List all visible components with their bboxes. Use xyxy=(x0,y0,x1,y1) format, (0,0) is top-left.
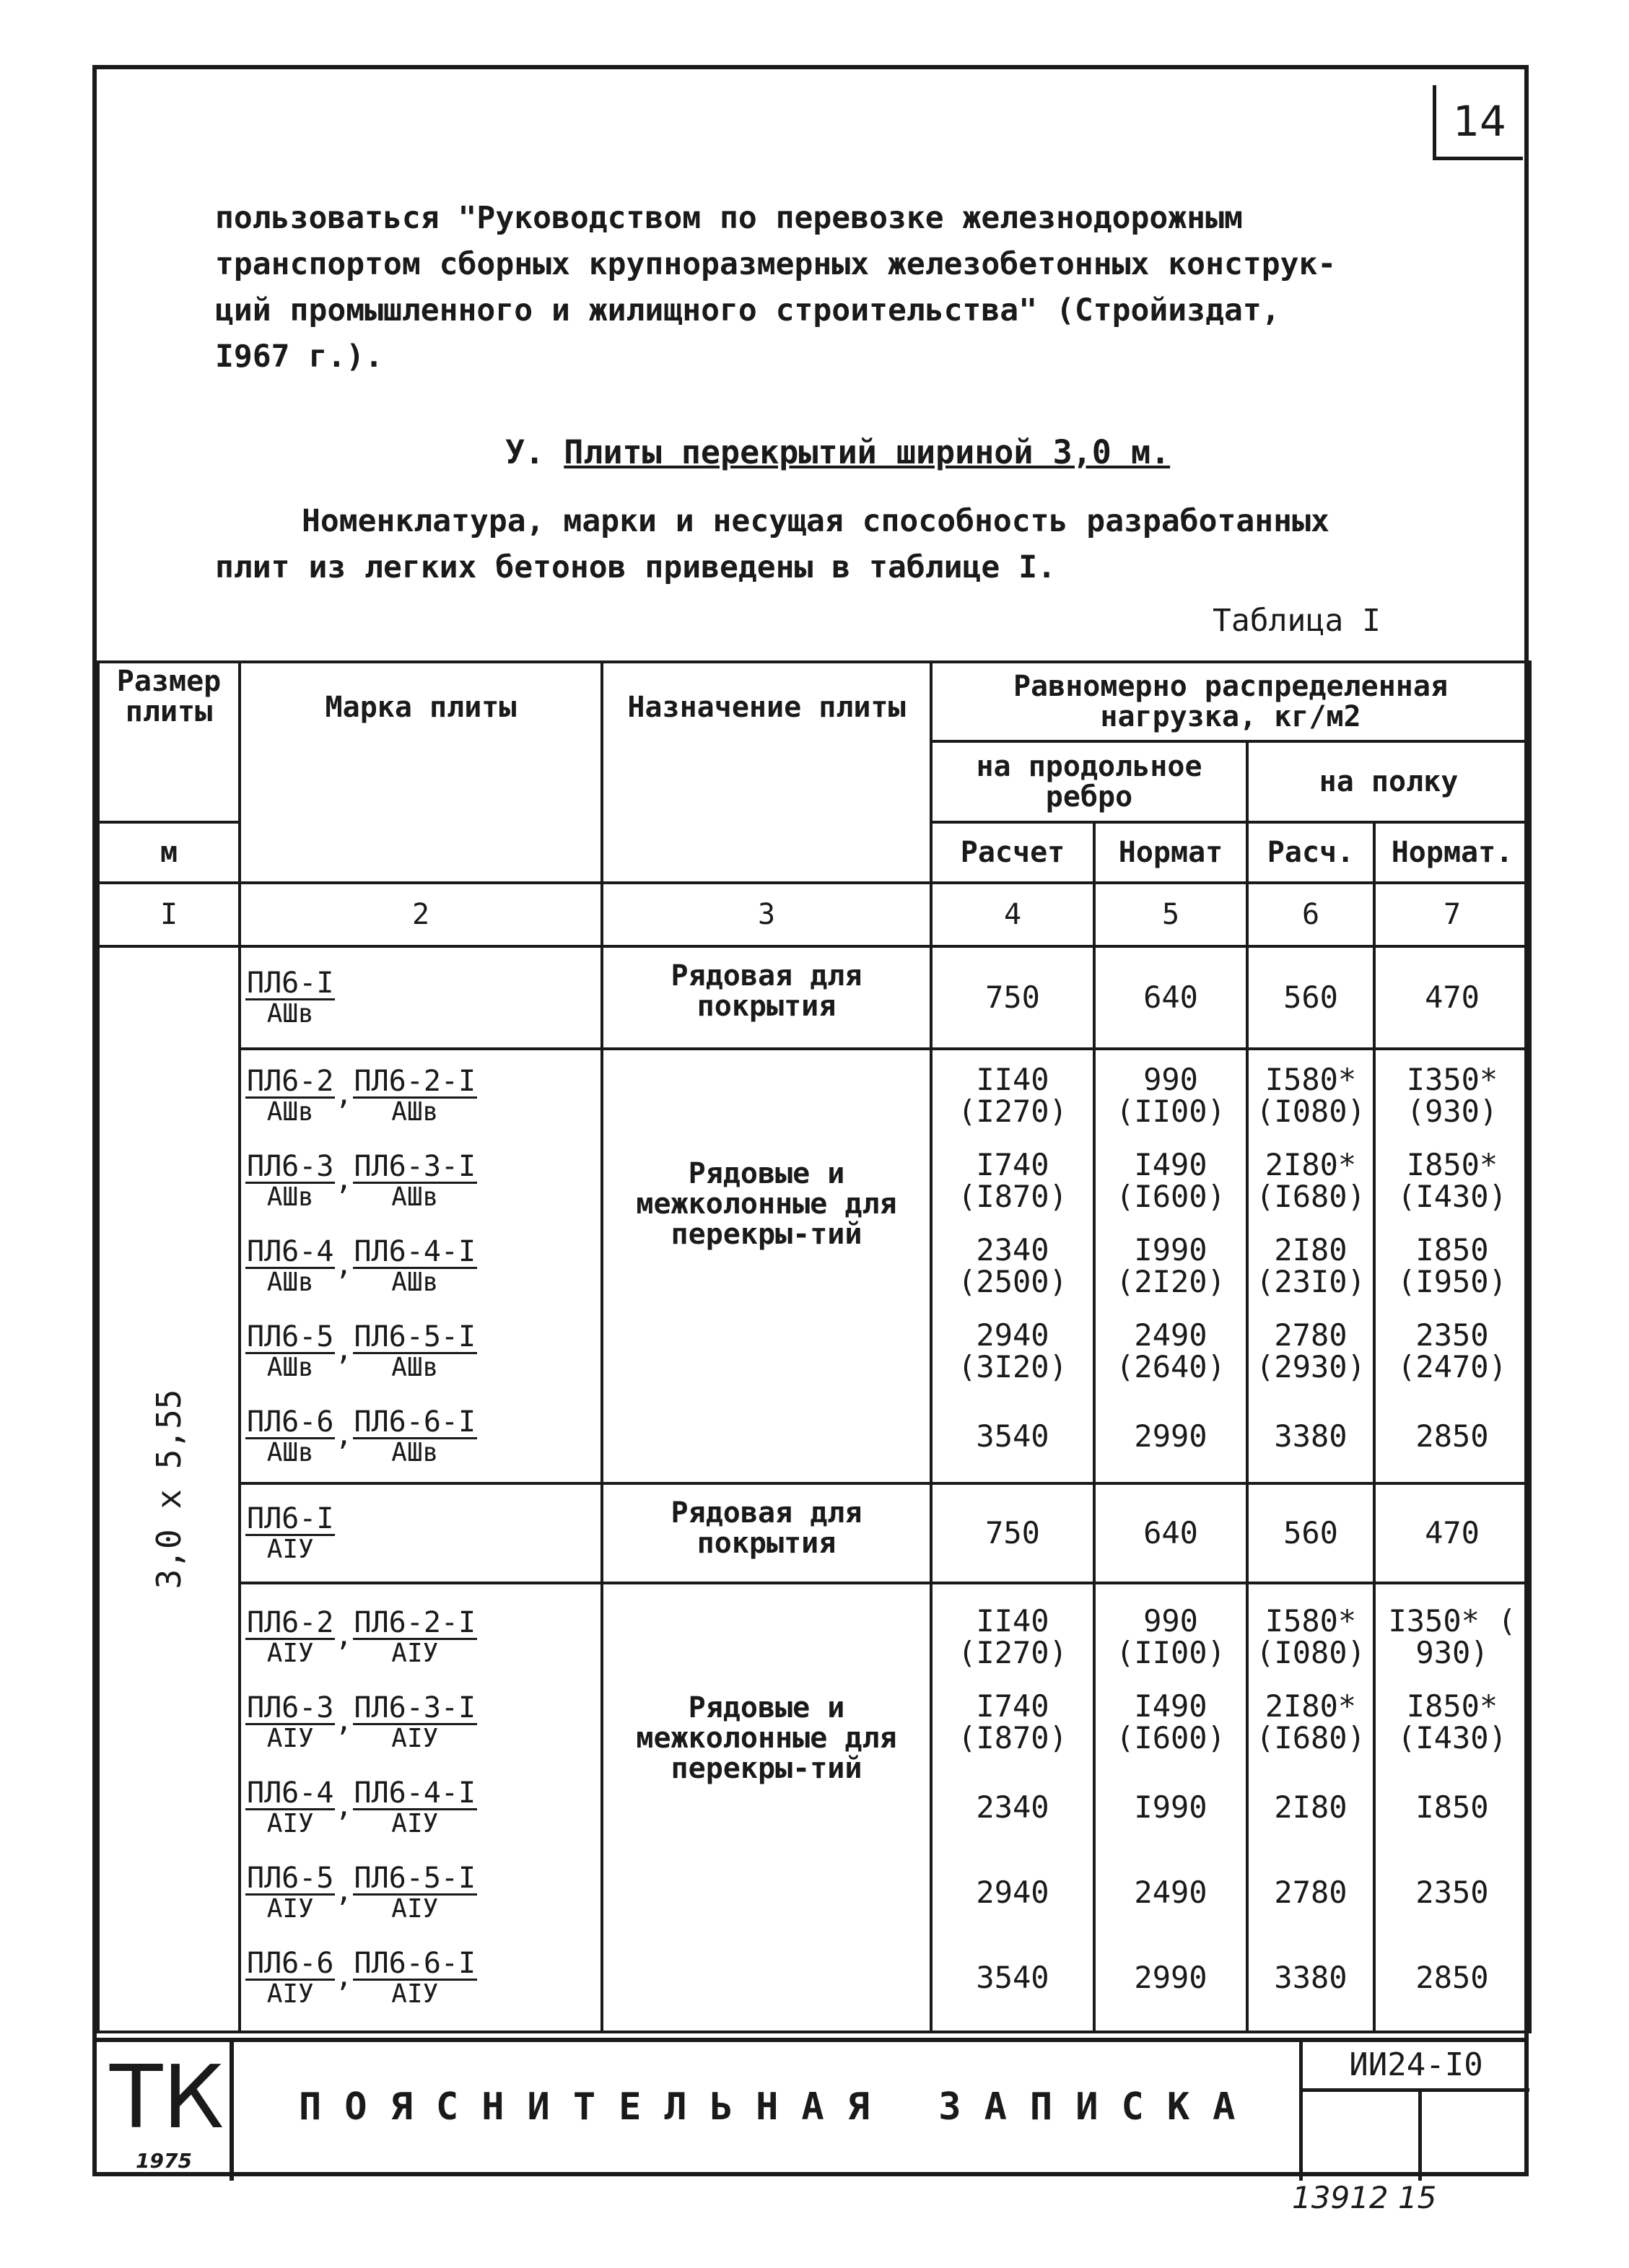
value-cell: I850 xyxy=(1415,1789,1489,1825)
size-cell xyxy=(98,946,240,2032)
mark-steel: AIУ xyxy=(391,1638,439,1668)
value-cell: 2940 xyxy=(976,1874,1049,1910)
value-cell: II40 (I270) xyxy=(958,1602,1067,1670)
mark-name: ПЛ6-I xyxy=(247,966,334,1000)
mark-name: ПЛ6-2 xyxy=(247,1605,334,1639)
col-num: 7 xyxy=(1374,883,1530,946)
org-stamp xyxy=(97,2042,234,2181)
mark-steel: АШв xyxy=(266,1267,314,1297)
mark-name: ПЛ6-4 xyxy=(247,1776,334,1810)
col-num: 2 xyxy=(240,883,602,946)
value-cell: II40 (I270) xyxy=(958,1061,1067,1129)
value-column xyxy=(931,1583,1094,2032)
value-cell: I850* (I430) xyxy=(1397,1688,1507,1755)
col-num: 4 xyxy=(931,883,1094,946)
page-number: 14 xyxy=(1433,85,1523,160)
purpose-cell: Рядовые и межколонные для перекры-тий xyxy=(602,1049,931,1483)
org-mark: ТК xyxy=(110,2048,224,2148)
intro-line: I967 г.). xyxy=(215,339,383,375)
table-row xyxy=(98,946,1530,1049)
value-cell: I990 xyxy=(1134,1789,1207,1825)
value-cell: 2780 xyxy=(1274,1874,1348,1910)
value-cell: 2I80* (I680) xyxy=(1256,1688,1366,1755)
body-paragraph xyxy=(215,498,1485,590)
value-cell: 3380 xyxy=(1274,1959,1348,1995)
section-title: Плиты перекрытий шириной 3,0 м. xyxy=(564,433,1171,471)
value-cell: 640 xyxy=(1094,946,1247,1049)
mark-steel: AIУ xyxy=(266,1638,314,1668)
handwritten-number: 13912 15 xyxy=(1292,2180,1437,2215)
value-cell: I740 (I870) xyxy=(958,1688,1067,1755)
para-line: Номенклатура, марки и несущая способность разработанных xyxy=(302,503,1329,539)
header-norm: Нормат xyxy=(1094,822,1247,883)
mark-steel: AIУ xyxy=(391,1979,439,2009)
value-cell: 2340 xyxy=(976,1789,1049,1825)
table-caption: Таблица I xyxy=(1213,603,1381,639)
mark-name-alt: ПЛ6-4-I xyxy=(354,1776,476,1810)
mark-steel: АШв xyxy=(266,998,314,1029)
mark-cell xyxy=(240,1483,602,1583)
mark-steel: AIУ xyxy=(266,1808,314,1839)
header-load: Равномерно распределенная нагрузка, кг/м2 xyxy=(931,662,1530,741)
col-num: I xyxy=(98,883,240,946)
section-heading xyxy=(505,433,1170,471)
mark-steel: AIУ xyxy=(266,1893,314,1924)
table-row xyxy=(98,1583,1530,2032)
title-block xyxy=(97,2038,1526,2181)
table-row xyxy=(98,1483,1530,1583)
specs-table xyxy=(97,660,1532,2033)
header-calc: Расчет xyxy=(931,822,1094,883)
value-column xyxy=(1374,1049,1530,1483)
mark-name-alt: ПЛ6-5-I xyxy=(354,1861,476,1895)
para-line: плит из легких бетонов приведены в таблице I. xyxy=(215,549,1056,585)
stamp-year: 1975 xyxy=(136,2149,192,2173)
intro-line: ций промышленного и жилищного строительства" (Стройиздат, xyxy=(215,292,1280,328)
mark-name: ПЛ6-5 xyxy=(247,1320,334,1353)
table-row xyxy=(98,1049,1530,1483)
mark-cell xyxy=(240,946,602,1049)
value-cell: 2340 (2500) xyxy=(958,1231,1067,1299)
mark-steel: AIУ xyxy=(266,1723,314,1753)
value-cell: I350* ( 930) xyxy=(1388,1602,1516,1670)
intro-line: пользоваться "Руководством по перевозке железнодорожным xyxy=(215,200,1243,236)
value-cell: 470 xyxy=(1374,1483,1530,1583)
value-cell: 2I80 (23I0) xyxy=(1256,1231,1366,1299)
value-column xyxy=(1094,1583,1247,2032)
col-num: 3 xyxy=(602,883,931,946)
mark-name: ПЛ6-I xyxy=(247,1501,334,1535)
mark-steel: АШв xyxy=(391,1096,439,1127)
value-cell: 2I80 xyxy=(1274,1789,1348,1825)
mark-name-alt: ПЛ6-3-I xyxy=(354,1691,476,1724)
value-cell: 750 xyxy=(931,946,1094,1049)
value-cell: I850* (I430) xyxy=(1397,1146,1507,1214)
value-cell: 560 xyxy=(1247,1483,1374,1583)
document-code-box xyxy=(1299,2042,1529,2181)
value-cell: 3380 xyxy=(1274,1418,1348,1454)
value-cell: 2490 (2640) xyxy=(1116,1317,1226,1384)
value-cell: 2990 xyxy=(1134,1418,1207,1454)
mark-steel: AIУ xyxy=(266,1534,314,1564)
column-numbers-row xyxy=(98,883,1530,946)
section-number: У. xyxy=(505,433,545,471)
mark-steel: АШв xyxy=(391,1437,439,1467)
document-code: ИИ24-I0 xyxy=(1303,2042,1529,2092)
value-cell: I850 (I950) xyxy=(1397,1231,1507,1299)
mark-name: ПЛ6-2 xyxy=(247,1064,334,1098)
intro-paragraph xyxy=(215,195,1485,380)
mark-name: ПЛ6-3 xyxy=(247,1149,334,1183)
purpose-cell: Рядовые и межколонные для перекры-тий xyxy=(602,1583,931,2032)
mark-steel: АШв xyxy=(266,1096,314,1127)
mark-name: ПЛ6-6 xyxy=(247,1405,334,1439)
value-cell: I490 (I600) xyxy=(1116,1688,1226,1755)
value-cell: 990 (II00) xyxy=(1116,1602,1226,1670)
header-rib: на продольное ребро xyxy=(931,741,1247,822)
value-cell: I990 (2I20) xyxy=(1116,1231,1226,1299)
mark-steel: АШв xyxy=(266,1182,314,1212)
mark-steel: AIУ xyxy=(391,1723,439,1753)
mark-steel: AIУ xyxy=(266,1979,314,2009)
value-cell: I580* (I080) xyxy=(1256,1061,1366,1129)
document-title: ПОЯСНИТЕЛЬНАЯ ЗАПИСКА xyxy=(299,2085,1259,2129)
mark-name-alt: ПЛ6-5-I xyxy=(354,1320,476,1353)
value-cell: I580* (I080) xyxy=(1256,1602,1366,1670)
value-cell: 2850 xyxy=(1415,1418,1489,1454)
mark-cell: $\frac{ПЛ6-2}{\text{АШв}}$ , $\frac{ПЛ6-2-I}{\text{АШв}}$ $\frac{ПЛ6-3}{\text{АШв}}$ , $\frac{ПЛ6-3-I}{\text{АШв}}$ $\frac{ПЛ6-4}{\text{АШв}}$ , $\frac{ПЛ6-4-I}{\text{АШв}}$ $\frac{ПЛ6-5}{\text{АШв}}$ , $\frac{ПЛ6-5-I}{\text{АШв}}$ $\frac{ПЛ6-6}{\text{АШв}}$ , $\frac{ПЛ6-6-I}{\text{АШв}}$ xyxy=(240,1049,602,1483)
mark-name: ПЛ6-5 xyxy=(247,1861,334,1895)
value-column xyxy=(1094,1049,1247,1483)
purpose-cell: Рядовая для покрытия xyxy=(602,946,931,1049)
mark-steel: АШв xyxy=(266,1352,314,1382)
mark-name-alt: ПЛ6-2-I xyxy=(354,1605,476,1639)
value-column xyxy=(1247,1049,1374,1483)
mark-name-alt: ПЛ6-4-I xyxy=(354,1234,476,1268)
size-value: 3,0 x 5,55 xyxy=(149,1389,188,1589)
mark-steel: АШв xyxy=(391,1352,439,1382)
mark-steel: AIУ xyxy=(391,1808,439,1839)
code-box-divider xyxy=(1418,2092,1422,2181)
mark-steel: АШв xyxy=(391,1182,439,1212)
header-size: Размер плиты xyxy=(98,662,240,822)
mark-name-alt: ПЛ6-2-I xyxy=(354,1064,476,1098)
value-cell: I490 (I600) xyxy=(1116,1146,1226,1214)
value-cell: 2I80* (I680) xyxy=(1256,1146,1366,1214)
mark-steel: АШв xyxy=(391,1267,439,1297)
value-cell: I350* (930) xyxy=(1406,1061,1498,1129)
mark-steel: AIУ xyxy=(391,1893,439,1924)
value-column xyxy=(1374,1583,1530,2032)
value-cell: 750 xyxy=(931,1483,1094,1583)
value-cell: 2940 (3I20) xyxy=(958,1317,1067,1384)
value-column xyxy=(1247,1583,1374,2032)
header-calc2: Расч. xyxy=(1247,822,1374,883)
mark-name: ПЛ6-4 xyxy=(247,1234,334,1268)
header-mark: Марка плиты xyxy=(240,662,602,883)
value-cell: 990 (II00) xyxy=(1116,1061,1226,1129)
header-shelf: на полку xyxy=(1247,741,1530,822)
mark-name-alt: ПЛ6-6-I xyxy=(354,1946,476,1980)
mark-steel: АШв xyxy=(266,1437,314,1467)
mark-name-alt: ПЛ6-3-I xyxy=(354,1149,476,1183)
value-cell: 2350 xyxy=(1415,1874,1489,1910)
mark-name: ПЛ6-6 xyxy=(247,1946,334,1980)
mark-cell: $\frac{ПЛ6-2}{\text{AIУ}}$ , $\frac{ПЛ6-2-I}{\text{AIУ}}$ $\frac{ПЛ6-3}{\text{AIУ}}$ , $\frac{ПЛ6-3-I}{\text{AIУ}}$ $\frac{ПЛ6-4}{\text{AIУ}}$ , $\frac{ПЛ6-4-I}{\text{AIУ}}$ $\frac{ПЛ6-5}{\text{AIУ}}$ , $\frac{ПЛ6-5-I}{\text{AIУ}}$ $\frac{ПЛ6-6}{\text{AIУ}}$ , $\frac{ПЛ6-6-I}{\text{AIУ}}$ xyxy=(240,1583,602,2032)
value-cell: 2990 xyxy=(1134,1959,1207,1995)
col-num: 6 xyxy=(1247,883,1374,946)
value-cell: 640 xyxy=(1094,1483,1247,1583)
value-cell: 2350 (2470) xyxy=(1397,1317,1507,1384)
value-cell: I740 (I870) xyxy=(958,1146,1067,1214)
header-norm2: Нормат. xyxy=(1374,822,1530,883)
value-cell: 2490 xyxy=(1134,1874,1207,1910)
header-size-unit: м xyxy=(98,822,240,883)
value-cell: 2850 xyxy=(1415,1959,1489,1995)
col-num: 5 xyxy=(1094,883,1247,946)
header-purpose: Назначение плиты xyxy=(602,662,931,883)
purpose-cell: Рядовая для покрытия xyxy=(602,1483,931,1583)
value-cell: 2780 (2930) xyxy=(1256,1317,1366,1384)
value-cell: 3540 xyxy=(976,1959,1049,1995)
value-cell: 3540 xyxy=(976,1418,1049,1454)
mark-name-alt: ПЛ6-6-I xyxy=(354,1405,476,1439)
value-cell: 560 xyxy=(1247,946,1374,1049)
value-column xyxy=(931,1049,1094,1483)
intro-line: транспортом сборных крупноразмерных железобетонных конструк- xyxy=(215,246,1337,282)
value-cell: 470 xyxy=(1374,946,1530,1049)
mark-name: ПЛ6-3 xyxy=(247,1691,334,1724)
